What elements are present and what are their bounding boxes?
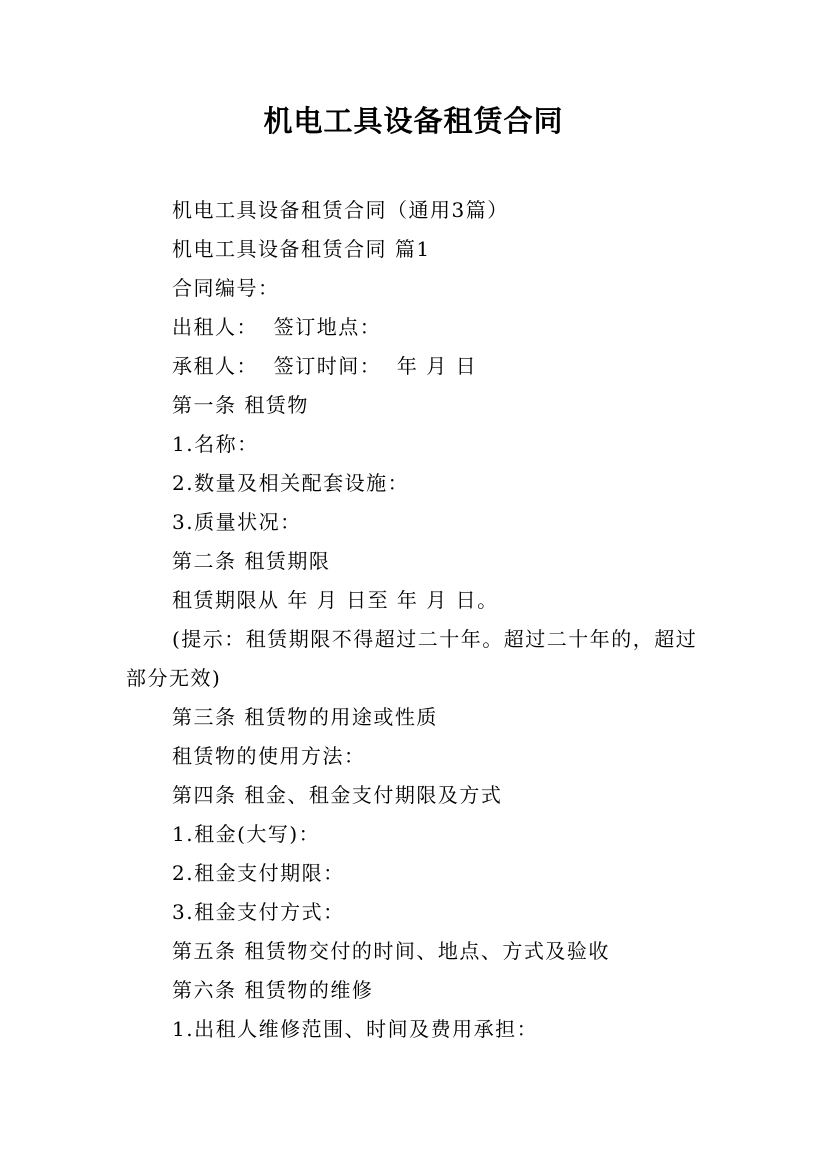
paragraph-article-2: 第二条 租赁期限 [172,549,331,573]
paragraph-usage: 租赁物的使用方法： [172,744,366,768]
paragraph-item: 1.名称： [172,432,259,456]
paragraph-item: 1.出租人维修范围、时间及费用承担： [172,1017,539,1041]
paragraph-article-1: 第一条 租赁物 [172,393,309,417]
paragraph-item: 1.租金(大写)： [172,822,321,846]
paragraph-item: 2.租金支付期限： [172,861,345,885]
paragraph-lease-term: 租赁期限从 年 月 日至 年 月 日。 [172,588,499,612]
paragraph-item: 3.质量状况： [172,510,302,534]
paragraph-lessor: 出租人： 签订地点： [172,315,382,339]
paragraph-note: (提示：租赁期限不得超过二十年。超过二十年的，超过部分无效) [126,627,698,690]
document-title: 机电工具设备租赁合同 [263,104,564,138]
paragraph-article-3: 第三条 租赁物的用途或性质 [172,705,438,729]
paragraph-lessee: 承租人： 签订时间： 年 月 日 [172,354,478,378]
paragraph-contract-number: 合同编号： [172,276,280,300]
paragraph-article-4: 第四条 租金、租金支付期限及方式 [172,783,503,807]
paragraph-subtitle: 机电工具设备租赁合同（通用3篇） [172,198,509,222]
paragraph-section-heading: 机电工具设备租赁合同 篇1 [172,237,431,261]
paragraph-article-6: 第六条 租赁物的维修 [172,978,374,1002]
paragraph-item: 2.数量及相关配套设施： [172,471,410,495]
paragraph-item: 3.租金支付方式： [172,900,345,924]
document-body [126,191,716,1049]
paragraph-article-5: 第五条 租赁物交付的时间、地点、方式及验收 [172,939,610,963]
